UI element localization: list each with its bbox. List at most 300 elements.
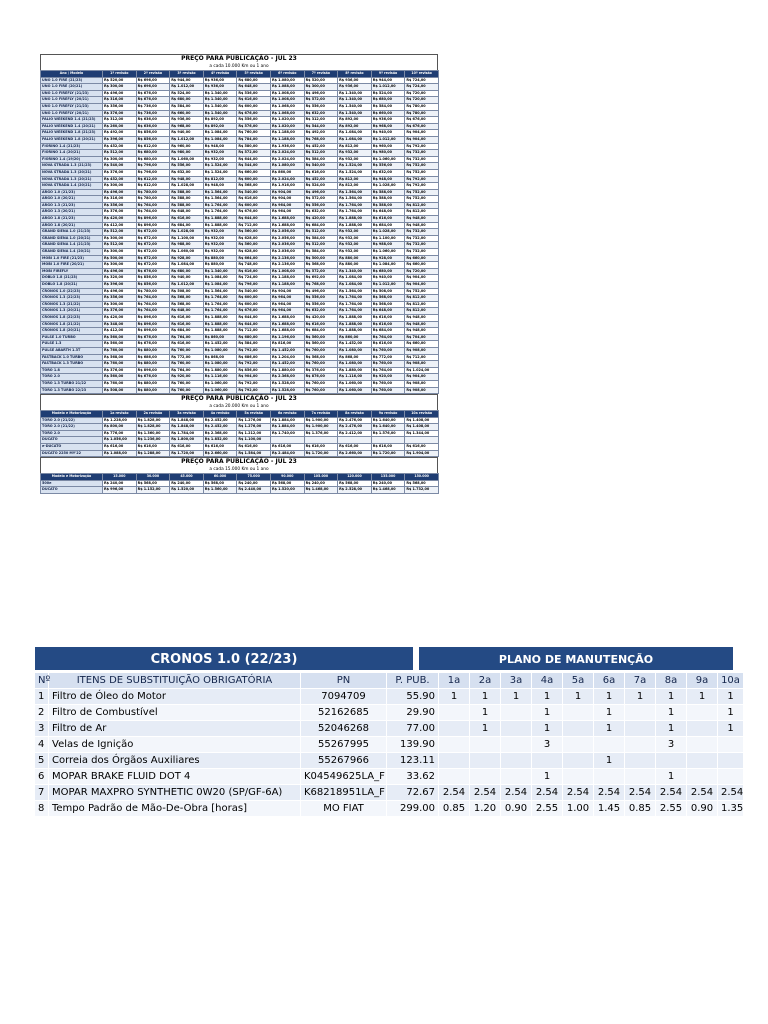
price-cell: R$ 452,00 (103, 176, 137, 183)
price-cell: R$ 660,00 (170, 110, 204, 117)
interval-qty (501, 705, 532, 721)
price-cell: R$ 396,00 (103, 282, 137, 289)
interval-qty (439, 769, 470, 785)
price-cell: R$ 1.084,00 (203, 136, 237, 143)
interval-qty: 1 (656, 705, 687, 721)
price-cell: R$ 1.204,00 (270, 354, 304, 361)
price-cell: R$ 1.640,00 (371, 417, 405, 424)
price-cell: R$ 932,00 (203, 249, 237, 256)
price-cell: R$ 880,00 (338, 255, 372, 262)
price-cell: R$ 1.088,00 (270, 84, 304, 91)
price-cell: R$ 768,00 (304, 136, 338, 143)
interval-qty: 2.54 (532, 785, 563, 801)
maintenance-column-header: 9a (687, 673, 718, 689)
price-cell: R$ 732,00 (405, 249, 439, 256)
price-cell: R$ 588,00 (371, 196, 405, 203)
price-cell: R$ 896,00 (136, 328, 170, 335)
price-cell: R$ 588,00 (371, 202, 405, 209)
price-cell: R$ 1.084,00 (338, 136, 372, 143)
maintenance-column-header: 3a (501, 673, 532, 689)
price-cell: R$ 1.452,00 (270, 361, 304, 368)
column-header: 60.000 (203, 474, 237, 481)
maintenance-column-header: Nº (35, 673, 49, 689)
interval-qty: 1 (532, 689, 563, 705)
table-row (41, 130, 439, 137)
interval-qty (625, 769, 656, 785)
price-cell: R$ 812,00 (203, 176, 237, 183)
price-cell: R$ 732,00 (405, 156, 439, 163)
price-cell: R$ 904,00 (270, 288, 304, 295)
interval-qty (439, 737, 470, 753)
price-cell: R$ 644,00 (237, 156, 271, 163)
price-cell: R$ 616,00 (270, 444, 304, 451)
price-cell: R$ 1.080,00 (270, 163, 304, 170)
price-cell: R$ 508,00 (170, 288, 204, 295)
model-cell: GRAND SIENA 1.0 (20/21) (41, 235, 103, 242)
price-cell: R$ 2.452,00 (203, 424, 237, 431)
price-cell: R$ 300,00 (103, 262, 137, 269)
price-cell: R$ 736,00 (136, 110, 170, 117)
price-cell: R$ 676,00 (136, 268, 170, 275)
price-cell: R$ 556,00 (304, 103, 338, 110)
price-cell: R$ 760,00 (170, 361, 204, 368)
block-subtitle: a cada 15.000 Km ou 1 ano (40, 466, 438, 473)
table-row (41, 136, 439, 143)
price-cell: R$ 760,00 (304, 347, 338, 354)
price-cell: R$ 960,00 (170, 143, 204, 150)
model-cell: FIORINO 1.4 (19/20) (41, 156, 103, 163)
price-cell: R$ 420,00 (103, 314, 137, 321)
interval-qty: 1 (594, 689, 625, 705)
model-cell: MOBI FIREFLY (41, 268, 103, 275)
model-cell: FIORINO 1.4 (20/21) (41, 150, 103, 157)
price-cell: R$ 1.740,00 (270, 430, 304, 437)
price-cell: R$ 1.720,00 (371, 450, 405, 457)
price-cell: R$ 724,00 (237, 275, 271, 282)
price-cell: R$ 752,00 (405, 163, 439, 170)
price-cell: R$ 616,00 (237, 97, 271, 104)
price-cell: R$ 948,00 (170, 176, 204, 183)
price-cell: R$ 764,00 (371, 367, 405, 374)
price-cell: R$ 1.080,00 (270, 77, 304, 84)
price-cell: R$ 616,00 (371, 314, 405, 321)
price-cell: R$ 1.012,00 (170, 282, 204, 289)
table-row (41, 347, 439, 354)
model-cell: DOBLO 1.8 (21/23) (41, 275, 103, 282)
price-cell: R$ 812,00 (405, 301, 439, 308)
interval-qty (718, 737, 744, 753)
interval-qty: 1 (532, 769, 563, 785)
price-cell: R$ 496,00 (304, 189, 338, 196)
price-cell: R$ 1.360,00 (136, 430, 170, 437)
price-cell: R$ 812,00 (405, 209, 439, 216)
column-header: 90.000 (270, 474, 304, 481)
table-row (41, 216, 439, 223)
price-cell: R$ 856,00 (136, 275, 170, 282)
price-cell: R$ 880,00 (136, 380, 170, 387)
price-cell: R$ 904,00 (405, 275, 439, 282)
model-cell: NOVA STRADA 1.3 (20/21) (41, 176, 103, 183)
price-cell: R$ 724,00 (405, 77, 439, 84)
model-cell: TORO 2.0 (41, 430, 103, 437)
price-cell: R$ 612,00 (136, 176, 170, 183)
interval-qty: 2.54 (687, 785, 718, 801)
public-price: 72.67 (387, 785, 439, 801)
price-cell: R$ 904,00 (405, 282, 439, 289)
table-row (41, 328, 439, 335)
interval-qty (625, 721, 656, 737)
price-cell: R$ 616,00 (203, 444, 237, 451)
price-cell: R$ 560,00 (304, 341, 338, 348)
price-cell (371, 437, 405, 444)
price-cell: R$ 616,00 (170, 341, 204, 348)
price-cell: R$ 1.576,00 (371, 430, 405, 437)
price-cell: R$ 796,00 (136, 163, 170, 170)
price-cell: R$ 1.020,00 (270, 117, 304, 124)
table-row (41, 183, 439, 190)
item-name: Filtro de Ar (49, 721, 301, 737)
price-cell: R$ 616,00 (136, 444, 170, 451)
price-cell: R$ 492,00 (103, 130, 137, 137)
price-cell: R$ 1.080,00 (203, 347, 237, 354)
price-cell: R$ 452,00 (103, 143, 137, 150)
price-cell: R$ 1.340,00 (203, 268, 237, 275)
price-cell: R$ 1.468,00 (304, 487, 338, 494)
price-cell: R$ 660,00 (371, 110, 405, 117)
column-header: 1ª revisão (103, 71, 137, 78)
price-cell: R$ 908,00 (405, 347, 439, 354)
column-header: 8a revisão (338, 411, 372, 418)
price-cell: R$ 760,00 (170, 387, 204, 394)
interval-qty: 1.45 (594, 801, 625, 817)
price-cell: R$ 540,00 (237, 189, 271, 196)
table-row (41, 202, 439, 209)
price-cell: R$ 760,00 (371, 347, 405, 354)
table-row (41, 334, 439, 341)
price-cell: R$ 2.476,00 (338, 417, 372, 424)
model-cell: CRONOS 1.3 (20/21) (41, 308, 103, 315)
interval-qty (470, 769, 501, 785)
price-cell: R$ 1.900,00 (304, 424, 338, 431)
model-cell: CRONOS 1.8 (22/23) (41, 314, 103, 321)
price-cell: R$ 944,00 (170, 77, 204, 84)
price-cell: R$ 812,00 (338, 183, 372, 190)
price-cell: R$ 632,00 (170, 169, 204, 176)
price-cell: R$ 680,00 (136, 156, 170, 163)
price-cell: R$ 1.100,00 (371, 235, 405, 242)
price-cell: R$ 1.916,00 (270, 183, 304, 190)
item-number: 2 (35, 705, 49, 721)
interval-qty: 1 (439, 689, 470, 705)
price-cell: R$ 1.564,00 (338, 288, 372, 295)
price-cell: R$ 524,00 (371, 90, 405, 97)
price-cell: R$ 2.036,00 (270, 242, 304, 249)
price-cell: R$ 1.008,00 (270, 90, 304, 97)
price-cell: R$ 1.060,00 (371, 249, 405, 256)
price-cell: R$ 988,00 (170, 242, 204, 249)
maintenance-row (35, 705, 744, 721)
price-cell: R$ 556,00 (371, 163, 405, 170)
part-number: K68218951LA_F (301, 785, 387, 801)
item-number: 7 (35, 785, 49, 801)
price-cell: R$ 792,00 (405, 183, 439, 190)
price-cell: R$ 896,00 (136, 222, 170, 229)
column-header: 10a revisão (405, 411, 439, 418)
price-cell: R$ 1.100,00 (170, 235, 204, 242)
table-row (41, 301, 439, 308)
price-sheet (40, 54, 438, 494)
price-cell: R$ 684,00 (371, 328, 405, 335)
price-cell: R$ 896,00 (136, 314, 170, 321)
price-cell: R$ 312,00 (103, 117, 137, 124)
price-cell: R$ 1.068,00 (270, 110, 304, 117)
column-header: 3a revisão (170, 411, 204, 418)
price-cell: R$ 300,00 (103, 156, 137, 163)
price-cell: R$ 2.440,00 (237, 487, 271, 494)
column-header: 9ª revisão (371, 71, 405, 78)
price-cell: R$ 780,00 (405, 103, 439, 110)
price-cell: R$ 660,00 (405, 255, 439, 262)
interval-qty: 3 (532, 737, 563, 753)
model-cell: UNO 1.0 FIREFLY (21/23) (41, 103, 103, 110)
price-cell: R$ 880,00 (136, 347, 170, 354)
block-title: PREÇO PARA PUBLICAÇÃO - JUL 23 (40, 394, 438, 403)
price-cell: R$ 1.008,00 (270, 97, 304, 104)
price-cell: R$ 320,00 (103, 275, 137, 282)
price-cell: R$ 1.080,00 (338, 361, 372, 368)
model-cell: NOVA STRADA 1.3 (20/21) (41, 169, 103, 176)
price-cell: R$ 780,00 (136, 189, 170, 196)
column-header: 105.000 (304, 474, 338, 481)
price-cell: R$ 684,00 (170, 222, 204, 229)
price-cell: R$ 680,00 (371, 97, 405, 104)
model-cell: UNO 1.0 FIREFLY (21/23) (41, 90, 103, 97)
interval-qty: 1 (718, 721, 744, 737)
price-cell: R$ 680,00 (170, 268, 204, 275)
price-cell: R$ 1.884,00 (270, 424, 304, 431)
interval-qty: 1 (656, 721, 687, 737)
model-cell: UNO 1.0 FIREFLY (20/21) (41, 97, 103, 104)
price-cell: R$ 1.276,00 (237, 417, 271, 424)
interval-qty: 0.85 (439, 801, 470, 817)
price-cell: R$ 904,00 (270, 196, 304, 203)
price-cell: R$ 1.068,00 (270, 103, 304, 110)
price-cell: R$ 420,00 (103, 216, 137, 223)
price-cell: R$ 648,00 (170, 308, 204, 315)
price-cell: R$ 812,00 (405, 295, 439, 302)
item-number: 6 (35, 769, 49, 785)
price-cell: R$ 1.028,00 (371, 229, 405, 236)
table-row (41, 341, 439, 348)
price-cell: R$ 1.056,00 (103, 437, 137, 444)
price-cell: R$ 676,00 (136, 341, 170, 348)
price-cell: R$ 588,00 (170, 189, 204, 196)
price-cell: R$ 1.228,00 (103, 417, 137, 424)
price-cell: R$ 1.688,00 (270, 222, 304, 229)
price-cell: R$ 936,00 (203, 84, 237, 91)
interval-qty (501, 753, 532, 769)
price-cell: R$ 748,00 (237, 262, 271, 269)
table-row (41, 249, 439, 256)
price-cell: R$ 1.764,00 (338, 202, 372, 209)
price-cell: R$ 496,00 (103, 189, 137, 196)
public-price: 139.90 (387, 737, 439, 753)
block-subtitle: a cada 20.000 Km ou 1 ano (40, 403, 438, 410)
price-cell: R$ 1.764,00 (203, 301, 237, 308)
price-cell: R$ 600,00 (237, 176, 271, 183)
price-cell: R$ 412,00 (103, 222, 137, 229)
price-cell: R$ 904,00 (405, 130, 439, 137)
price-cell: R$ 2.476,00 (338, 424, 372, 431)
price-cell: R$ 812,00 (405, 202, 439, 209)
interval-qty: 2.54 (656, 785, 687, 801)
table-row (41, 367, 439, 374)
interval-qty (687, 769, 718, 785)
price-cell: R$ 856,00 (136, 136, 170, 143)
price-cell: R$ 1.528,00 (270, 387, 304, 394)
maintenance-column-header: P. PUB. (387, 673, 439, 689)
price-cell: R$ 896,00 (136, 367, 170, 374)
interval-qty: 1 (656, 769, 687, 785)
table-header-row (41, 71, 439, 78)
price-cell: R$ 316,00 (103, 97, 137, 104)
price-cell: R$ 512,00 (304, 242, 338, 249)
price-cell: R$ 1.408,00 (405, 417, 439, 424)
price-cell: R$ 376,00 (103, 209, 137, 216)
price-cell: R$ 508,00 (103, 387, 137, 394)
table-row (41, 176, 439, 183)
column-header: 45.000 (170, 474, 204, 481)
model-cell: PALIO WEEKEND 1.8 (20/21) (41, 136, 103, 143)
interval-qty: 1 (625, 689, 656, 705)
price-cell: R$ 856,00 (136, 282, 170, 289)
price-cell: R$ 1.008,00 (270, 268, 304, 275)
price-cell: R$ 584,00 (304, 235, 338, 242)
interval-qty: 1.00 (563, 801, 594, 817)
price-cell: R$ 1.452,00 (338, 341, 372, 348)
price-cell: R$ 568,00 (304, 262, 338, 269)
price-cell: R$ 684,00 (170, 328, 204, 335)
interval-qty: 2.54 (563, 785, 594, 801)
price-cell: R$ 664,00 (237, 255, 271, 262)
price-cell: R$ 612,00 (136, 143, 170, 150)
maintenance-column-header: 1a (439, 673, 470, 689)
interval-qty (470, 737, 501, 753)
table-row (41, 163, 439, 170)
price-cell: R$ 676,00 (136, 97, 170, 104)
maintenance-row (35, 689, 744, 705)
price-cell: R$ 568,00 (405, 480, 439, 487)
price-cell: R$ 1.584,00 (237, 450, 271, 457)
price-cell: R$ 812,00 (338, 176, 372, 183)
price-cell: R$ 732,00 (405, 229, 439, 236)
price-cell: R$ 560,00 (237, 242, 271, 249)
part-number: K04549625LA_F (301, 769, 387, 785)
table-row (41, 444, 439, 451)
price-cell: R$ 672,00 (136, 255, 170, 262)
price-cell: R$ 616,00 (371, 444, 405, 451)
table-row (41, 97, 439, 104)
table-row (41, 103, 439, 110)
price-cell: R$ 1.888,00 (338, 216, 372, 223)
table-row (41, 308, 439, 315)
price-cell: R$ 672,00 (136, 235, 170, 242)
model-cell: ARGO 1.0 (21/23) (41, 189, 103, 196)
price-cell: R$ 568,00 (136, 480, 170, 487)
table-row (41, 123, 439, 130)
plan-title: PLANO DE MANUTENÇÃO (418, 646, 734, 671)
price-cell: R$ 1.900,00 (304, 417, 338, 424)
price-cell: R$ 544,00 (304, 123, 338, 130)
price-cell: R$ 760,00 (103, 361, 137, 368)
price-cell: R$ 1.340,00 (338, 268, 372, 275)
price-cell: R$ 948,00 (203, 143, 237, 150)
item-number: 1 (35, 689, 49, 705)
column-header: Modelo e Motorização (41, 411, 103, 418)
price-cell: R$ 1.024,00 (405, 367, 439, 374)
table-row (41, 321, 439, 328)
price-cell: R$ 560,00 (103, 334, 137, 341)
interval-qty: 0.85 (625, 801, 656, 817)
price-cell: R$ 1.764,00 (338, 295, 372, 302)
price-cell: R$ 1.640,00 (371, 424, 405, 431)
price-cell: R$ 676,00 (136, 374, 170, 381)
price-cell: R$ 512,00 (103, 150, 137, 157)
price-cell: R$ 680,00 (136, 150, 170, 157)
price-cell: R$ 240,00 (371, 480, 405, 487)
interval-qty: 3 (656, 737, 687, 753)
price-cell: R$ 496,00 (103, 90, 137, 97)
price-cell: R$ 948,00 (405, 314, 439, 321)
table-row (41, 361, 439, 368)
price-cell: R$ 1.376,00 (304, 430, 338, 437)
column-header: 1a revisão (103, 411, 137, 418)
price-cell: R$ 540,00 (304, 163, 338, 170)
price-cell: R$ 1.060,00 (170, 249, 204, 256)
price-cell: R$ 680,00 (371, 268, 405, 275)
price-cell: R$ 880,00 (203, 255, 237, 262)
block-title: PREÇO PARA PUBLICAÇÃO - JUL 23 (40, 54, 438, 63)
price-cell: R$ 936,00 (203, 77, 237, 84)
price-cell: R$ 936,00 (338, 77, 372, 84)
price-cell: R$ 2.452,00 (203, 417, 237, 424)
price-cell: R$ 760,00 (304, 387, 338, 394)
price-cell: R$ 764,00 (136, 301, 170, 308)
price-cell: R$ 796,00 (237, 282, 271, 289)
price-cell: R$ 760,00 (371, 361, 405, 368)
table-row (41, 430, 439, 437)
price-cell: R$ 696,00 (136, 77, 170, 84)
price-cell: R$ 1.524,00 (338, 169, 372, 176)
price-cell: R$ 672,00 (136, 249, 170, 256)
price-cell: R$ 1.340,00 (338, 90, 372, 97)
price-cell: R$ 556,00 (304, 295, 338, 302)
price-cell: R$ 2.660,00 (338, 450, 372, 457)
price-cell: R$ 1.720,00 (304, 450, 338, 457)
price-cell: R$ 616,00 (371, 216, 405, 223)
price-cell (304, 437, 338, 444)
interval-qty: 1 (656, 689, 687, 705)
price-cell: R$ 968,00 (170, 123, 204, 130)
price-cell: R$ 764,00 (136, 202, 170, 209)
table-row (41, 417, 439, 424)
interval-qty: 2.54 (439, 785, 470, 801)
price-cell: R$ 452,00 (304, 176, 338, 183)
price-cell: R$ 616,00 (371, 341, 405, 348)
public-price: 123.11 (387, 753, 439, 769)
price-cell: R$ 1.520,00 (270, 487, 304, 494)
table-row (41, 77, 439, 84)
